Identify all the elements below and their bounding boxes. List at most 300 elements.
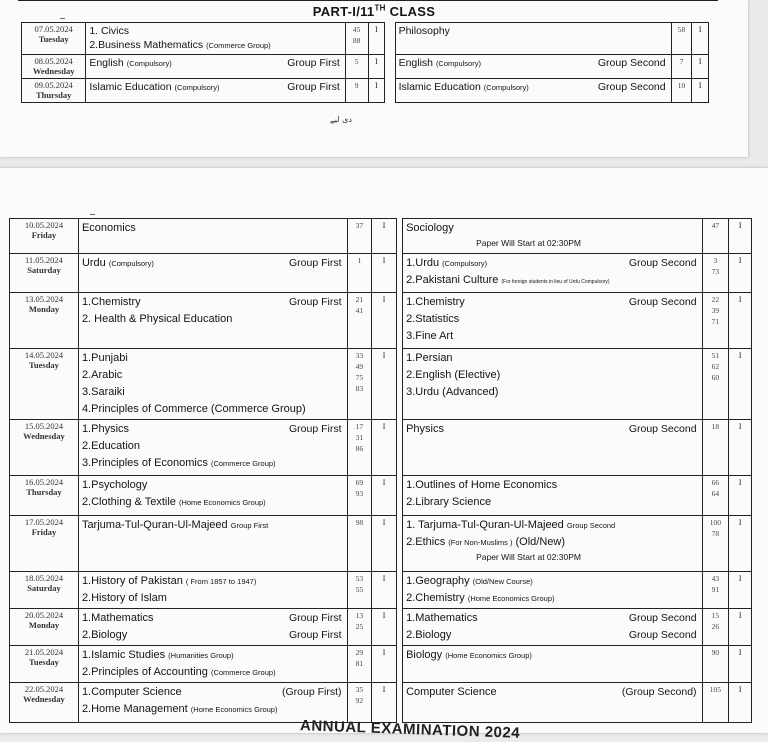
group-label: Group Second xyxy=(625,627,697,644)
exam-date: 17.05.2024 xyxy=(24,517,64,527)
first-sitting-paper: I xyxy=(372,254,397,293)
ink-dash xyxy=(90,214,95,215)
second-sitting-codes xyxy=(702,683,729,723)
datesheet-row xyxy=(10,572,752,609)
exam-date: 15.05.2024 xyxy=(24,421,64,431)
exam-date: 10.05.2024 xyxy=(24,220,64,230)
group-label: Group First xyxy=(285,610,342,627)
group-label: Group Second xyxy=(594,80,666,94)
second-sitting-codes xyxy=(702,646,729,683)
subject-line xyxy=(406,610,698,627)
second-sitting-paper: I xyxy=(729,349,752,420)
subject-note: (Humanities Group) xyxy=(168,651,234,660)
first-sitting-subjects xyxy=(86,23,345,55)
subject-name: 2.Arabic xyxy=(81,369,123,381)
exam-day: Friday xyxy=(31,230,57,240)
first-sitting-subjects xyxy=(78,254,347,293)
first-sitting-paper: I xyxy=(368,79,385,103)
first-sitting-paper: I xyxy=(372,572,397,609)
subject-code: 1 xyxy=(357,256,362,265)
first-sitting-codes xyxy=(347,516,372,572)
group-label: Group First xyxy=(285,294,342,311)
column-gap xyxy=(385,23,395,55)
first-sitting-subjects xyxy=(78,293,347,349)
first-sitting-subjects xyxy=(86,55,345,79)
subject-line xyxy=(82,311,344,328)
subject-line xyxy=(82,684,344,701)
subject-code: 7 xyxy=(679,57,684,66)
subject-line xyxy=(82,294,344,311)
group-label: (Group First) xyxy=(278,684,342,701)
part1-table xyxy=(21,22,709,103)
exam-day: Tuesday xyxy=(29,657,59,667)
subject-line xyxy=(406,494,698,511)
subject-code: 100 xyxy=(709,518,722,527)
subject-line xyxy=(82,701,344,718)
subject-note: (Commerce Group) xyxy=(210,668,276,677)
subject-name: English xyxy=(89,57,124,69)
subject-note: (Compulsory) xyxy=(174,83,220,92)
second-sitting-codes xyxy=(702,420,729,476)
second-sitting-subjects xyxy=(403,609,702,646)
subject-code: 53 xyxy=(355,574,364,583)
subject-code: 29 xyxy=(355,648,364,657)
first-sitting-paper: I xyxy=(372,219,397,254)
exam-day: Wednesday xyxy=(23,431,65,441)
subject-line xyxy=(82,477,344,494)
second-sitting-codes xyxy=(702,609,729,646)
subject-code: 88 xyxy=(352,36,361,45)
subject-name: Urdu xyxy=(81,257,106,269)
subject-line xyxy=(406,294,698,311)
subject-line xyxy=(82,494,344,511)
date-cell xyxy=(10,609,79,646)
first-sitting-codes xyxy=(347,476,372,516)
first-sitting-paper: I xyxy=(372,476,397,516)
first-sitting-codes xyxy=(347,349,372,420)
subject-note: (For Non-Muslims ) xyxy=(448,538,513,547)
date-cell xyxy=(22,23,86,55)
first-sitting-subjects xyxy=(78,646,347,683)
subject-line xyxy=(82,220,344,237)
subject-line xyxy=(89,56,341,71)
subject-code: 93 xyxy=(355,489,364,498)
group-label: Group Second xyxy=(625,421,697,438)
second-sitting-paper: I xyxy=(729,609,752,646)
exam-date: 14.05.2024 xyxy=(24,350,64,360)
first-sitting-paper: I xyxy=(372,349,397,420)
subject-code: 73 xyxy=(711,267,720,276)
datesheet-row xyxy=(10,420,752,476)
subject-line xyxy=(82,517,344,534)
subject-code: 22 xyxy=(711,295,720,304)
subject-note: (Commerce Group) xyxy=(206,41,271,50)
subject-line xyxy=(406,311,698,328)
subject-note: Group First xyxy=(230,521,269,530)
subject-code: 71 xyxy=(711,317,720,326)
subject-code: 58 xyxy=(677,25,686,34)
second-sitting-paper: I xyxy=(729,572,752,609)
subject-code: 51 xyxy=(711,351,720,360)
first-sitting-paper: I xyxy=(372,420,397,476)
second-sitting-subjects xyxy=(403,219,702,254)
subject-note: (Old/New Course) xyxy=(472,577,533,586)
group-label: Group First xyxy=(285,627,342,644)
second-sitting-paper: I xyxy=(692,55,709,79)
subject-name: 1.Urdu xyxy=(406,257,440,269)
subject-code: 90 xyxy=(711,648,720,657)
first-sitting-paper: I xyxy=(372,683,397,723)
second-sitting-subjects xyxy=(395,79,671,103)
top-rule xyxy=(18,0,718,1)
first-sitting-subjects xyxy=(78,420,347,476)
subject-code: 26 xyxy=(711,622,720,631)
subject-name: Tarjuma-Tul-Quran-Ul-Majeed xyxy=(81,519,228,531)
subject-line xyxy=(406,627,698,644)
subject-name: Islamic Education xyxy=(398,81,481,93)
date-cell xyxy=(10,646,79,683)
subject-note: (Compulsory) xyxy=(126,59,172,68)
subject-code: 69 xyxy=(355,478,364,487)
subject-name: 4.Principles of Commerce (Commerce Group) xyxy=(81,403,306,415)
first-sitting-codes xyxy=(347,572,372,609)
datesheet-row xyxy=(10,219,752,254)
second-sitting-codes xyxy=(671,55,692,79)
second-sitting-codes xyxy=(671,23,692,55)
datesheet-row xyxy=(10,293,752,349)
second-sitting-subjects xyxy=(403,420,702,476)
subject-code: 91 xyxy=(711,585,720,594)
first-sitting-subjects xyxy=(78,609,347,646)
second-sitting-paper: I xyxy=(729,646,752,683)
subject-name: 3.Saraiki xyxy=(81,386,125,398)
subject-line xyxy=(406,534,698,551)
subject-code: 3 xyxy=(713,256,718,265)
subject-name: 2.Principles of Accounting xyxy=(81,666,208,678)
subject-line xyxy=(89,24,341,38)
subject-note: Group Second xyxy=(566,521,616,530)
subject-name: 2.History of Islam xyxy=(81,592,167,604)
date-cell xyxy=(10,349,79,420)
second-sitting-subjects xyxy=(403,254,702,293)
second-sitting-codes xyxy=(702,254,729,293)
subject-name: English xyxy=(398,57,434,69)
first-sitting-paper: I xyxy=(372,646,397,683)
subject-code: 5 xyxy=(354,57,359,66)
first-sitting-codes xyxy=(347,219,372,254)
exam-day: Saturday xyxy=(27,583,61,593)
subject-line xyxy=(406,220,698,237)
subject-name: 1.Chemistry xyxy=(406,296,465,308)
group-label: Group First xyxy=(285,421,342,438)
first-sitting-codes xyxy=(345,55,368,79)
subject-line xyxy=(82,573,344,590)
subject-name: 1.Chemistry xyxy=(81,296,141,308)
exam-date: 16.05.2024 xyxy=(24,477,64,487)
second-sitting-subjects xyxy=(403,646,702,683)
second-sitting-subjects xyxy=(403,516,702,572)
subject-line xyxy=(82,610,344,627)
subject-code: 62 xyxy=(711,362,720,371)
group-label: Group Second xyxy=(625,294,697,311)
exam-day: Thursday xyxy=(26,487,62,497)
date-cell xyxy=(10,683,79,723)
subject-code: 43 xyxy=(711,574,720,583)
second-sitting-codes xyxy=(702,476,729,516)
subject-name: 2.Library Science xyxy=(406,496,492,508)
first-sitting-paper: I xyxy=(368,55,385,79)
subject-line xyxy=(82,401,344,418)
first-sitting-codes xyxy=(347,420,372,476)
subject-line xyxy=(399,80,668,95)
subject-line xyxy=(82,350,344,367)
subject-code: 55 xyxy=(355,585,364,594)
subject-code: 92 xyxy=(355,696,364,705)
subject-name: Islamic Education xyxy=(89,81,172,93)
subject-note: (Home Economics Group) xyxy=(190,705,278,714)
subject-line xyxy=(82,627,344,644)
subject-line xyxy=(406,350,698,367)
subject-code: 10 xyxy=(677,81,686,90)
subject-name: 1.Computer Science xyxy=(81,686,182,698)
subject-name: 2. Health & Physical Education xyxy=(81,313,233,325)
first-sitting-subjects xyxy=(86,79,345,103)
exam-date: 09.05.2024 xyxy=(34,80,73,90)
upper-datesheet-page xyxy=(0,0,748,157)
subject-code: 45 xyxy=(352,25,361,34)
subject-code: 21 xyxy=(355,295,364,304)
subject-name: Physics xyxy=(406,423,444,435)
part-heading: PART-I/11TH CLASS xyxy=(312,4,436,20)
subject-name: 1.Punjabi xyxy=(81,352,128,364)
subject-note: (Home Economics Group) xyxy=(467,594,555,603)
subject-code: 18 xyxy=(711,422,720,431)
exam-day: Wednesday xyxy=(32,66,75,76)
first-sitting-subjects xyxy=(78,349,347,420)
datesheet-row xyxy=(10,476,752,516)
subject-name: 1.Geography xyxy=(406,575,470,587)
second-sitting-subjects xyxy=(403,683,702,723)
date-cell xyxy=(10,254,79,293)
subject-note: (Home Economics Group) xyxy=(445,651,532,660)
exam-date: 21.05.2024 xyxy=(24,647,64,657)
subject-name: 2.Clothing & Textile xyxy=(81,496,176,508)
subject-name: 2.Statistics xyxy=(406,313,460,325)
subject-name: 2.Business Mathematics xyxy=(89,39,204,51)
subject-extra: (Old/New) xyxy=(515,536,566,548)
second-sitting-paper: I xyxy=(729,476,752,516)
subject-line xyxy=(399,56,668,71)
subject-code: 83 xyxy=(355,384,364,393)
exam-day: Wednesday xyxy=(23,694,65,704)
subject-name: 1.Outlines of Home Economics xyxy=(406,479,558,491)
subject-line xyxy=(82,664,344,681)
subject-line xyxy=(82,421,344,438)
first-sitting-codes xyxy=(347,293,372,349)
subject-name: 2.Biology xyxy=(81,629,128,641)
subject-name: Biology xyxy=(406,649,443,661)
first-sitting-codes xyxy=(347,683,372,723)
second-sitting-codes xyxy=(702,516,729,572)
datesheet-row xyxy=(22,79,709,103)
second-sitting-paper: I xyxy=(729,420,752,476)
date-cell xyxy=(22,55,86,79)
subject-line xyxy=(406,328,698,345)
subject-name: 1. Tarjuma-Tul-Quran-Ul-Majeed xyxy=(406,519,564,531)
first-sitting-subjects xyxy=(78,476,347,516)
subject-line xyxy=(406,517,698,534)
subject-code: 15 xyxy=(711,611,720,620)
datesheet-row xyxy=(10,683,752,723)
exam-day: Tuesday xyxy=(29,360,59,370)
subject-line xyxy=(82,647,344,664)
subject-code: 105 xyxy=(709,685,722,694)
subject-name: Economics xyxy=(81,222,136,234)
subject-note: (Compulsory) xyxy=(108,259,154,268)
subject-line xyxy=(406,367,698,384)
subject-line xyxy=(89,80,341,95)
subject-code: 35 xyxy=(355,685,364,694)
subject-name: 1.Islamic Studies xyxy=(81,649,166,661)
second-sitting-codes xyxy=(671,79,692,103)
second-sitting-paper: I xyxy=(729,683,752,723)
subject-line xyxy=(406,477,698,494)
subject-line xyxy=(82,455,344,472)
subject-line xyxy=(406,272,698,291)
datesheet-row xyxy=(22,23,709,55)
subject-name: 1.Psychology xyxy=(81,479,148,491)
exam-date: 22.05.2024 xyxy=(24,684,64,694)
subject-name: Philosophy xyxy=(398,25,450,37)
date-cell xyxy=(10,293,79,349)
datesheet-row xyxy=(10,646,752,683)
subject-note: (Commerce Group) xyxy=(210,459,276,468)
first-sitting-paper: I xyxy=(372,516,397,572)
subject-code: 64 xyxy=(711,489,720,498)
subject-code: 86 xyxy=(355,444,364,453)
subject-line xyxy=(82,384,344,401)
subject-name: 3.Fine Art xyxy=(406,330,454,342)
subject-name: 1.Physics xyxy=(81,423,130,435)
second-sitting-codes xyxy=(702,219,729,254)
subject-code: 41 xyxy=(355,306,364,315)
date-cell xyxy=(10,516,79,572)
subject-code: 78 xyxy=(711,529,720,538)
subject-line xyxy=(406,421,698,438)
second-sitting-subjects xyxy=(403,349,702,420)
second-sitting-codes xyxy=(702,293,729,349)
subject-code: 98 xyxy=(355,518,364,527)
subject-code: 13 xyxy=(355,611,364,620)
subject-code: 9 xyxy=(354,81,359,90)
subject-name: 2.English (Elective) xyxy=(406,369,501,381)
first-sitting-codes xyxy=(347,646,372,683)
first-sitting-paper: I xyxy=(372,609,397,646)
subject-line xyxy=(82,438,344,455)
subject-code: 37 xyxy=(355,221,364,230)
subject-line xyxy=(406,255,698,272)
exam-day: Saturday xyxy=(27,265,61,275)
second-sitting-subjects xyxy=(403,293,702,349)
subject-code: 17 xyxy=(355,422,364,431)
subject-code: 25 xyxy=(355,622,364,631)
exam-date: 20.05.2024 xyxy=(24,610,64,620)
second-sitting-paper: I xyxy=(729,293,752,349)
first-sitting-codes xyxy=(345,23,368,55)
subject-code: 75 xyxy=(355,373,364,382)
subject-name: Sociology xyxy=(406,222,454,234)
exam-day: Monday xyxy=(28,304,60,314)
second-sitting-paper: I xyxy=(692,23,709,55)
subject-code: 60 xyxy=(711,373,720,382)
subject-note: (Home Economics Group) xyxy=(178,498,266,507)
subject-name: Computer Science xyxy=(406,686,497,698)
subject-note: (Compulsory) xyxy=(442,259,488,268)
group-label: (Group Second) xyxy=(618,684,697,701)
subject-line xyxy=(399,24,668,38)
exam-date: 07.05.2024 xyxy=(34,24,73,34)
second-sitting-subjects xyxy=(403,572,702,609)
subject-note: (Compulsory) xyxy=(483,83,529,92)
first-sitting-codes xyxy=(347,254,372,293)
subject-name: 1.Mathematics xyxy=(81,612,154,624)
subject-code: 49 xyxy=(355,362,364,371)
exam-day: Tuesday xyxy=(38,34,69,44)
datesheet-row xyxy=(10,254,752,293)
subject-note: ( From 1857 to 1947) xyxy=(185,577,257,586)
date-cell xyxy=(10,420,79,476)
exam-day: Monday xyxy=(28,620,60,630)
subject-line xyxy=(406,647,698,664)
group-label: Group First xyxy=(285,255,342,272)
exam-date: 08.05.2024 xyxy=(34,56,73,66)
subject-line xyxy=(406,684,698,701)
subject-line xyxy=(406,573,698,590)
subject-name: 1. Civics xyxy=(89,25,130,37)
subject-name: 1.Persian xyxy=(406,352,453,364)
datesheet-row xyxy=(10,349,752,420)
second-sitting-paper: I xyxy=(692,79,709,103)
second-sitting-paper: I xyxy=(729,254,752,293)
footer-partial-heading: ANNUAL EXAMINATION 2024 xyxy=(299,717,521,742)
first-sitting-codes xyxy=(347,609,372,646)
second-sitting-subjects xyxy=(403,476,702,516)
first-sitting-paper: I xyxy=(368,23,385,55)
exam-day: Friday xyxy=(31,527,57,537)
paper-start-note: Paper Will Start at 02:30PM xyxy=(476,552,581,562)
subject-code: 33 xyxy=(355,351,364,360)
subject-line xyxy=(82,367,344,384)
column-gap xyxy=(385,79,395,103)
exam-day: Thursday xyxy=(35,90,72,100)
lower-datesheet-page xyxy=(0,168,768,742)
subject-line xyxy=(406,384,698,401)
second-sitting-paper: I xyxy=(729,516,752,572)
column-gap xyxy=(385,55,395,79)
first-sitting-codes xyxy=(345,79,368,103)
subject-name: 3.Urdu (Advanced) xyxy=(406,386,499,398)
second-sitting-codes xyxy=(702,572,729,609)
date-cell xyxy=(10,219,79,254)
datesheet-row xyxy=(10,516,752,572)
first-sitting-subjects xyxy=(78,516,347,572)
second-sitting-subjects xyxy=(395,23,671,55)
datesheet-row xyxy=(10,609,752,646)
subject-code: 39 xyxy=(711,306,720,315)
subject-name: 2.Ethics xyxy=(406,536,446,548)
exam-date: 18.05.2024 xyxy=(24,573,64,583)
group-label: Group First xyxy=(283,80,340,94)
